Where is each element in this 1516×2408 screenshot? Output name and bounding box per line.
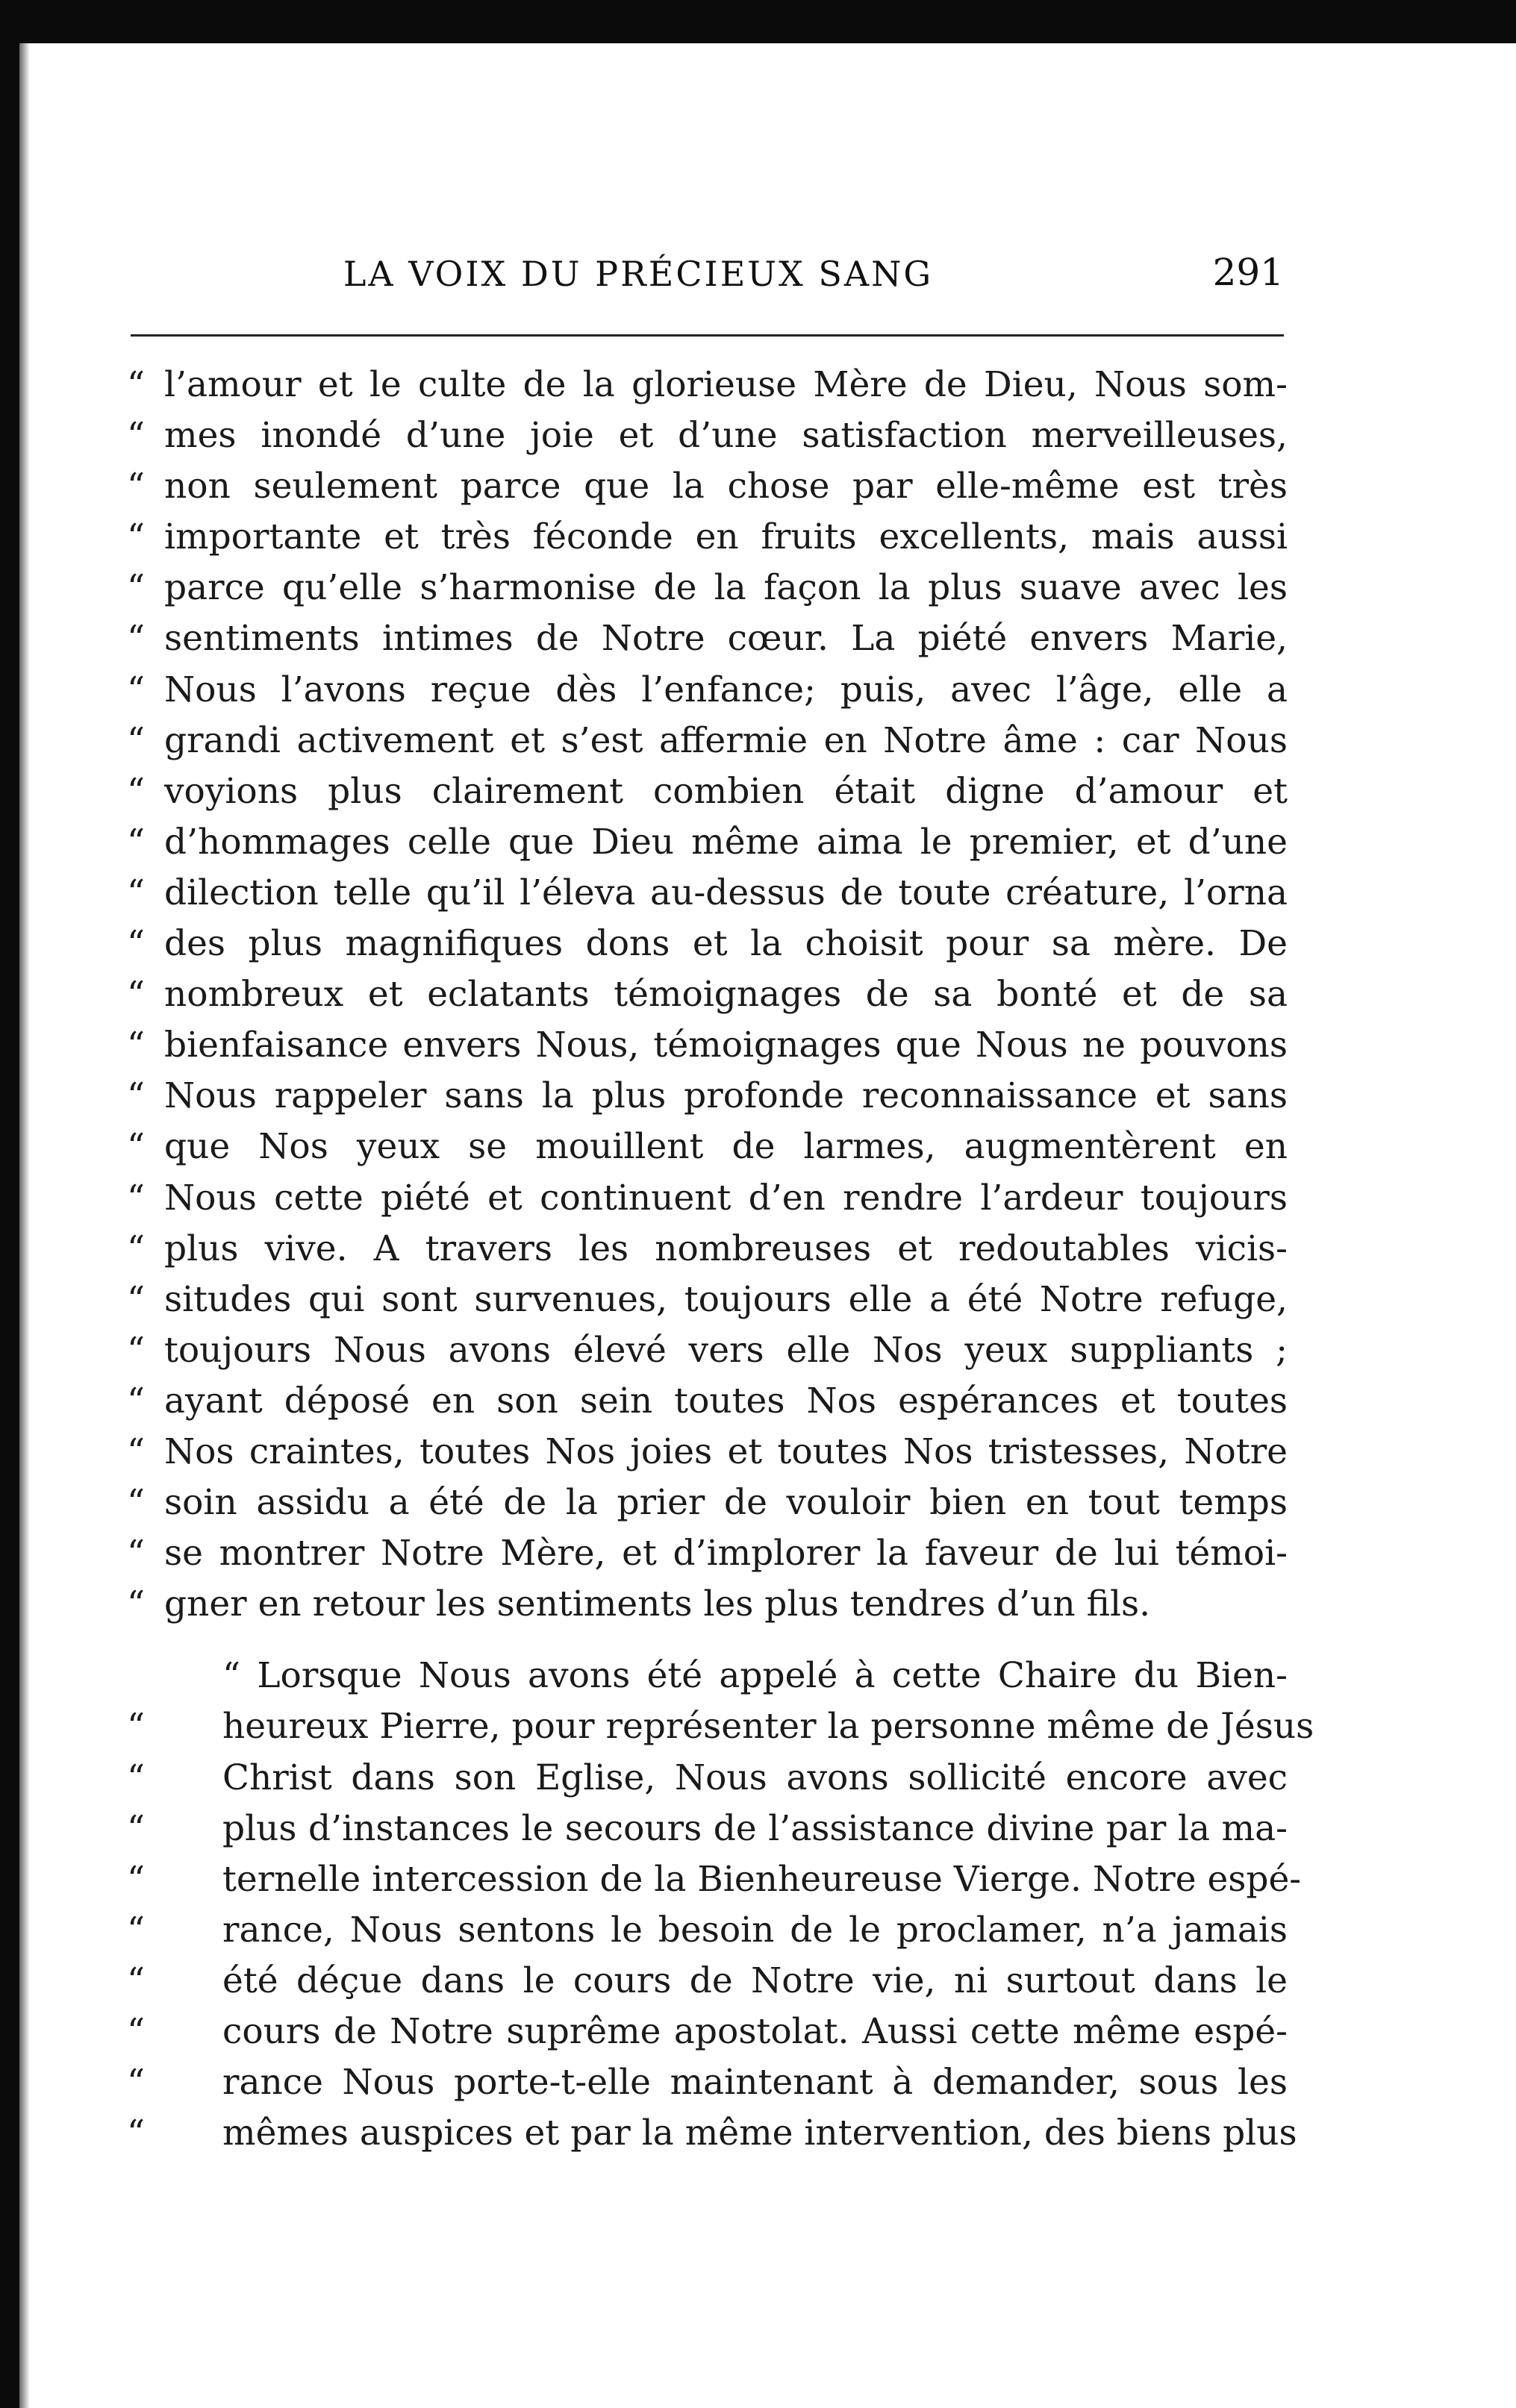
quote-mark: “ (127, 1329, 146, 1371)
text-line (127, 1071, 1288, 1122)
line-text: d’hommages celle que Dieu même aima le premier, et d’une (164, 821, 1288, 863)
line-text: parce qu’elle s’harmonise de la façon la plus suave avec les (164, 567, 1288, 609)
text-line (127, 613, 1288, 664)
quote-mark: “ (127, 466, 146, 507)
line-text: voyions plus clairement combien était digne d’amour et (164, 770, 1288, 812)
text-line (127, 919, 1288, 969)
line-text: soin assidu a été de la prier de vouloir bien en tout temps (164, 1482, 1288, 1524)
text-line (127, 1854, 1302, 1905)
quote-mark: “ (127, 872, 146, 913)
text-line (127, 1579, 1288, 1630)
text-line (127, 716, 1288, 766)
quote-mark: “ (127, 1533, 146, 1574)
text-line (127, 1905, 1288, 1956)
text-line (127, 1701, 1314, 1752)
text-line (127, 1122, 1288, 1172)
line-text: situdes qui sont survenues, toujours elle a été Notre refuge, (164, 1278, 1288, 1320)
text-line (127, 1956, 1288, 2007)
text-line (127, 1651, 1288, 1701)
text-line (127, 1804, 1288, 1854)
text-line (127, 512, 1288, 563)
body-text (127, 360, 1314, 2159)
line-text: mes inondé d’une joie et d’une satisfaction merveilleuses, (164, 415, 1288, 457)
quote-mark: “ (127, 1126, 146, 1168)
paragraph (127, 1651, 1314, 2159)
line-text: sentiments intimes de Notre cœur. La piété envers Marie, (164, 618, 1288, 660)
quote-mark: “ (127, 719, 146, 761)
text-line (127, 1325, 1288, 1376)
paragraph-gap (127, 1630, 1288, 1651)
scan-border-top (0, 0, 1516, 43)
line-text: bienfaisance envers Nous, témoignages que Nous ne pouvons (164, 1025, 1288, 1066)
quote-mark: “ (127, 2113, 146, 2154)
page-header (131, 240, 1284, 307)
line-text: se montrer Notre Mère, et d’implorer la faveur de lui témoi- (164, 1533, 1288, 1574)
line-text: plus vive. A travers les nombreuses et redoutables vicis- (164, 1228, 1288, 1269)
quote-mark: “ (127, 923, 146, 965)
quote-mark: “ (127, 770, 146, 812)
text-line (127, 1173, 1288, 1224)
line-text: “ Lorsque Nous avons été appelé à cette Chaire du Bien- (222, 1655, 1288, 1697)
text-line (127, 1020, 1288, 1071)
line-text: ternelle intercession de la Bienheureuse Vierge. Notre espé- (222, 1858, 1302, 1900)
text-line (127, 563, 1288, 613)
running-title: LA VOIX DU PRÉCIEUX SANG (343, 254, 934, 294)
line-text: toujours Nous avons élevé vers elle Nos yeux suppliants ; (164, 1329, 1288, 1371)
quote-mark: “ (127, 669, 146, 710)
line-text: ayant déposé en son sein toutes Nos espérances et toutes (164, 1380, 1288, 1422)
line-text: nombreux et eclatants témoignages de sa bonté et de sa (164, 974, 1288, 1016)
text-line (127, 461, 1288, 512)
line-text: des plus magnifiques dons et la choisit pour sa mère. De (164, 923, 1288, 965)
quote-mark: “ (127, 1430, 146, 1472)
text-line (127, 817, 1288, 868)
text-line (127, 1753, 1288, 1804)
line-text: rance, Nous sentons le besoin de le proclamer, n’a jamais (222, 1909, 1288, 1951)
quote-mark: “ (127, 1278, 146, 1320)
line-text: plus d’instances le secours de l’assistance divine par la ma- (222, 1807, 1288, 1849)
quote-mark: “ (127, 364, 146, 405)
quote-mark: “ (127, 1228, 146, 1269)
quote-mark: “ (127, 1807, 146, 1849)
text-line (127, 1224, 1288, 1275)
text-line (127, 1376, 1288, 1427)
quote-mark: “ (127, 1380, 146, 1422)
quote-mark: “ (127, 821, 146, 863)
text-line (127, 2057, 1288, 2108)
line-text: grandi activement et s’est affermie en Notre âme : car Nous (164, 719, 1288, 761)
line-text: mêmes auspices et par la même intervention, des biens plus (222, 2113, 1297, 2154)
line-text: Nous cette piété et continuent d’en rendre l’ardeur toujours (164, 1177, 1288, 1219)
text-line (127, 2007, 1288, 2057)
text-line (127, 665, 1288, 716)
page-number: 291 (1212, 251, 1284, 294)
quote-mark: “ (127, 2062, 146, 2104)
line-text: l’amour et le culte de la glorieuse Mère de Dieu, Nous som- (164, 364, 1288, 405)
line-text: Nous rappeler sans la plus profonde reconnaissance et sans (164, 1075, 1288, 1117)
line-text: été déçue dans le cours de Notre vie, ni surtout dans le (222, 1960, 1288, 2001)
text-line (127, 2108, 1297, 2159)
quote-mark: “ (127, 1177, 146, 1219)
line-text: que Nos yeux se mouillent de larmes, augmentèrent en (164, 1126, 1288, 1168)
quote-mark: “ (127, 415, 146, 457)
text-line (127, 1528, 1288, 1579)
text-line (127, 969, 1288, 1020)
text-line (127, 410, 1288, 461)
line-text: cours de Notre suprême apostolat. Aussi cette même espé- (222, 2011, 1288, 2052)
text-line (127, 1477, 1288, 1528)
quote-mark: “ (127, 1025, 146, 1066)
quote-mark: “ (127, 1583, 146, 1625)
header-rule (131, 334, 1284, 337)
quote-mark: “ (127, 567, 146, 609)
text-line (127, 1427, 1288, 1477)
line-text: dilection telle qu’il l’éleva au-dessus de toute créature, l’orna (164, 872, 1288, 913)
quote-mark: “ (127, 516, 146, 558)
scan-gutter-shadow (19, 43, 30, 2408)
quote-mark: “ (127, 1757, 146, 1798)
line-text: Nos craintes, toutes Nos joies et toutes Nos tristesses, Notre (164, 1430, 1288, 1472)
line-text: non seulement parce que la chose par elle-même est très (164, 466, 1288, 507)
quote-mark: “ (127, 1075, 146, 1117)
line-text: Christ dans son Eglise, Nous avons sollicité encore avec (222, 1757, 1288, 1798)
quote-mark: “ (127, 1960, 146, 2001)
text-line (127, 360, 1288, 410)
text-line (127, 1275, 1288, 1325)
text-line (127, 766, 1288, 817)
line-text: gner en retour les sentiments les plus tendres d’un fils. (164, 1583, 1151, 1625)
line-text: importante et très féconde en fruits excellents, mais aussi (164, 516, 1288, 558)
quote-mark: “ (127, 2011, 146, 2052)
quote-mark: “ (127, 1858, 146, 1900)
quote-mark: “ (127, 1482, 146, 1524)
line-text: rance Nous porte-t-elle maintenant à demander, sous les (222, 2062, 1288, 2104)
scan-border-left (0, 30, 19, 2408)
quote-mark: “ (127, 618, 146, 660)
quote-mark: “ (127, 1706, 146, 1748)
line-text: Nous l’avons reçue dès l’enfance; puis, avec l’âge, elle a (164, 669, 1288, 710)
quote-mark: “ (127, 1909, 146, 1951)
paragraph (127, 360, 1288, 1630)
line-text: heureux Pierre, pour représenter la personne même de Jésus (222, 1706, 1314, 1748)
quote-mark: “ (127, 974, 146, 1016)
text-line (127, 868, 1288, 919)
